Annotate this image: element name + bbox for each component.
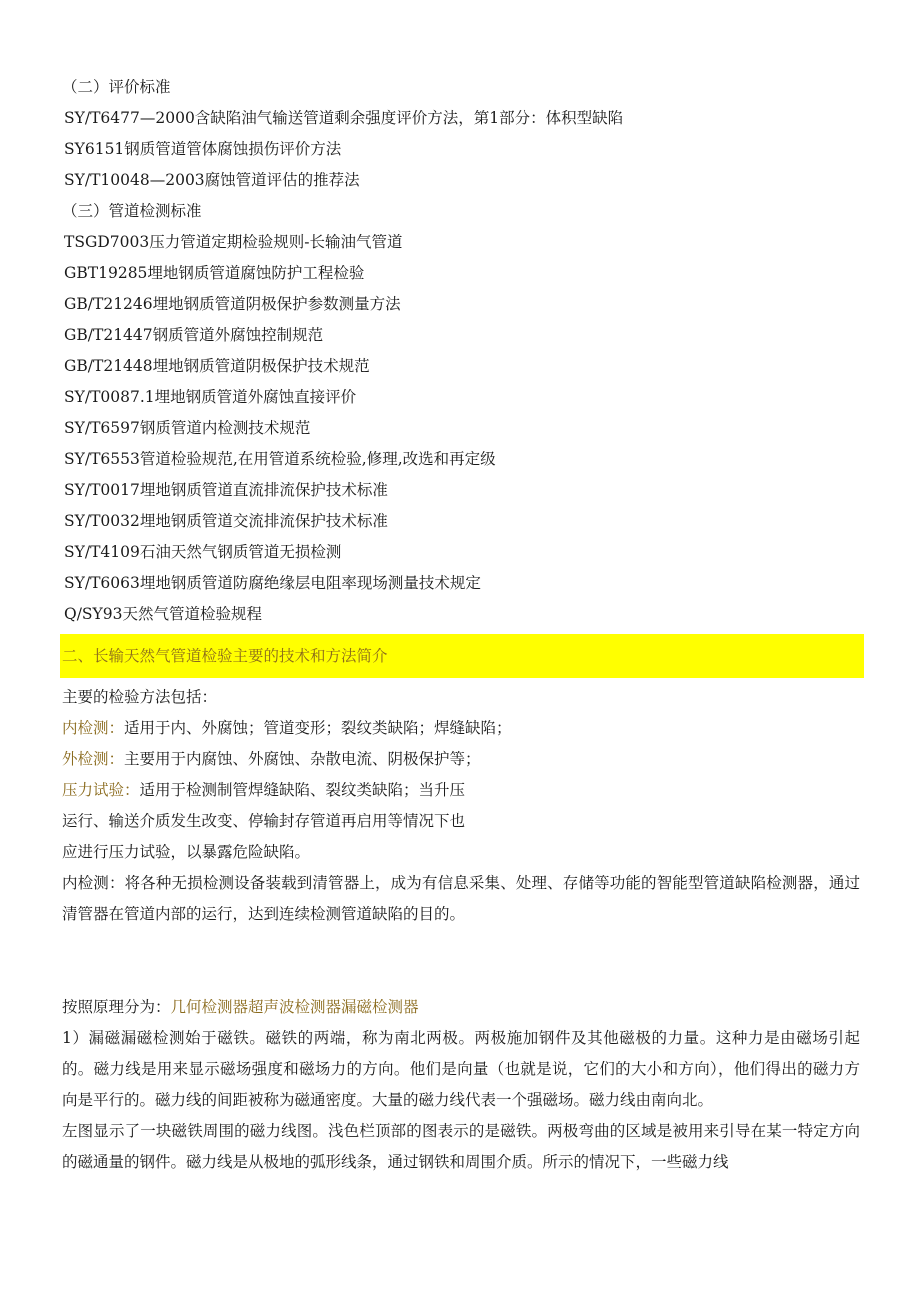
- standard-item: SY/T6553管道检验规范,在用管道系统检验,修理,改选和再定级: [64, 450, 496, 468]
- standard-item: SY/T0032埋地钢质管道交流排流保护技术标准: [64, 512, 388, 530]
- standard-item: SY6151钢质管道管体腐蚀损伤评价方法: [64, 140, 342, 158]
- method-pressure-continued: 应进行压力试验，以暴露危险缺陷。: [62, 843, 311, 861]
- principle-line: [62, 992, 862, 1023]
- principle-text: 几何检测器超声波检测器漏磁检测器: [170, 998, 419, 1016]
- method-internal: [62, 713, 862, 744]
- methods-intro: 主要的检验方法包括：: [62, 688, 218, 706]
- standard-item: SY/T0017埋地钢质管道直流排流保护技术标准: [64, 481, 388, 499]
- document-content: [62, 72, 862, 1178]
- spacer: [62, 930, 862, 992]
- eval-standards-heading: （二）评价标准: [62, 78, 171, 96]
- standard-item: GBT19285埋地钢质管道腐蚀防护工程检验: [64, 264, 365, 282]
- inspection-standards-heading: （三）管道检测标准: [62, 202, 202, 220]
- principle-label: 按照原理分为：: [62, 998, 171, 1016]
- standard-item: GB/T21448埋地钢质管道阴极保护技术规范: [64, 357, 370, 375]
- standard-item: TSGD7003压力管道定期检验规则-长输油气管道: [64, 233, 403, 251]
- mfl-paragraph: 1）漏磁漏磁检测始于磁铁。磁铁的两端，称为南北两极。两极施加钢件及其他磁极的力量。这种力是由磁场引起的。磁力线是用来显示磁场强度和磁场力的方向。他们是向量（也就是说，它们的大小和方向），他们得出的磁力方向是平行的。磁力线的间距被称为磁通密度。大量的磁力线代表一个强磁场。磁力线由南向北。: [62, 1029, 860, 1109]
- standard-item: SY/T10048—2003腐蚀管道评估的推荐法: [64, 171, 360, 189]
- method-internal-label: 内检测：: [62, 719, 125, 737]
- standard-item: SY/T6063埋地钢质管道防腐绝缘层电阻率现场测量技术规定: [64, 574, 481, 592]
- method-external-text: 主要用于内腐蚀、外腐蚀、杂散电流、阴极保护等；: [124, 750, 481, 768]
- figure-paragraph: 左图显示了一块磁铁周围的磁力线图。浅色栏顶部的图表示的是磁铁。两极弯曲的区域是被用来引导在某一特定方向的磁通量的钢件。磁力线是从极地的弧形线条，通过钢铁和周围介质。所示的情况下，一些磁力线: [62, 1122, 860, 1171]
- standard-item: Q/SY93天然气管道检验规程: [64, 605, 263, 623]
- standard-item: SY/T6477—2000含缺陷油气输送管道剩余强度评价方法，第1部分：体积型缺陷: [64, 109, 624, 127]
- standard-item: SY/T0087.1埋地钢质管道外腐蚀直接评价: [64, 388, 357, 406]
- method-pressure: [62, 775, 862, 806]
- method-pressure-label: 压力试验：: [62, 781, 140, 799]
- internal-inspection-paragraph: 内检测：将各种无损检测设备装载到清管器上，成为有信息采集、处理、存储等功能的智能型管道缺陷检测器，通过清管器在管道内部的运行，达到连续检测管道缺陷的目的。: [62, 874, 860, 923]
- method-pressure-text: 适用于检测制管焊缝缺陷、裂纹类缺陷；当升压: [139, 781, 466, 799]
- method-internal-text: 适用于内、外腐蚀；管道变形；裂纹类缺陷；焊缝缺陷；: [124, 719, 512, 737]
- method-pressure-continued: 运行、输送介质发生改变、停输封存管道再启用等情况下也: [62, 812, 466, 830]
- standard-item: SY/T4109石油天然气钢质管道无损检测: [64, 543, 342, 561]
- standard-item: SY/T6597钢质管道内检测技术规范: [64, 419, 311, 437]
- standard-item: GB/T21447钢质管道外腐蚀控制规范: [64, 326, 324, 344]
- method-external: [62, 744, 862, 775]
- standard-item: GB/T21246埋地钢质管道阴极保护参数测量方法: [64, 295, 401, 313]
- section-2-heading: 二、长输天然气管道检验主要的技术和方法简介: [60, 634, 864, 678]
- method-external-label: 外检测：: [62, 750, 125, 768]
